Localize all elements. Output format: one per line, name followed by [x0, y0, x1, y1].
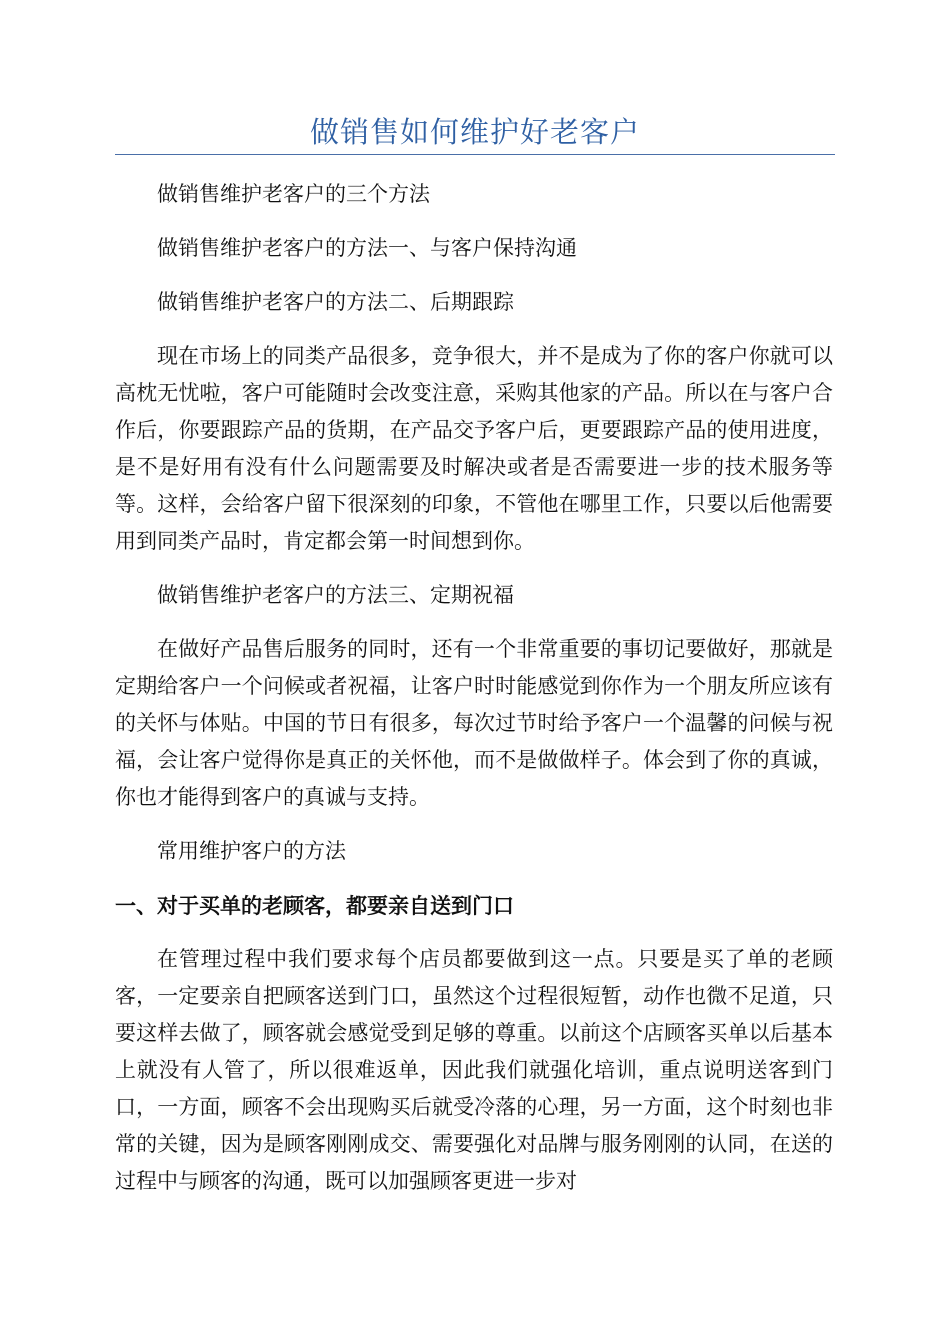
paragraph-common-methods: 常用维护客户的方法 [157, 839, 346, 863]
paragraph-section-heading: 做销售维护老客户的三个方法 [157, 182, 430, 206]
paragraph-method-2: 做销售维护老客户的方法二、后期跟踪 [157, 290, 514, 314]
paragraph-method-2-body: 现在市场上的同类产品很多，竞争很大，并不是成为了你的客户你就可以高枕无忧啦，客户可能随时会改变注意，采购其他家的产品。所以在与客户合作后，你要跟踪产品的货期，在产品交予客户后，更要跟踪产品的使用进度，是不是好用有没有什么问题需要及时解决或者是否需要进一步的技术服务等等。这样，会给客户留下很深刻的印象，不管他在哪里工作，只要以后他需要用到同类产品时，肯定都会第一时间想到你。 [115, 344, 833, 553]
paragraph-method-1: 做销售维护老客户的方法一、与客户保持沟通 [157, 236, 577, 260]
title-underline [115, 154, 835, 155]
paragraph-method-3-body: 在做好产品售后服务的同时，还有一个非常重要的事切记要做好，那就是定期给客户一个问候或者祝福，让客户时时能感觉到你作为一个朋友所应该有的关怀与体贴。中国的节日有很多，每次过节时给予客户一个温馨的问候与祝福，会让客户觉得你是真正的关怀他，而不是做做样子。体会到了你的真诚，你也才能得到客户的真诚与支持。 [115, 637, 833, 809]
document-body [115, 176, 833, 1217]
paragraph-bold-heading-body: 在管理过程中我们要求每个店员都要做到这一点。只要是买了单的老顾客，一定要亲自把顾客送到门口，虽然这个过程很短暂，动作也微不足道，只要这样去做了，顾客就会感觉受到足够的尊重。以前这个店顾客买单以后基本上就没有人管了，所以很难返单，因此我们就强化培训，重点说明送客到门口，一方面，顾客不会出现购买后就受冷落的心理，另一方面，这个时刻也非常的关键，因为是顾客刚刚成交、需要强化对品牌与服务刚刚的认同，在送的过程中与顾客的沟通，既可以加强顾客更进一步对 [115, 947, 833, 1193]
paragraph-bold-heading: 一、对于买单的老顾客，都要亲自送到门口 [115, 893, 514, 918]
paragraph-method-3: 做销售维护老客户的方法三、定期祝福 [157, 583, 514, 607]
document-title: 做销售如何维护好老客户 [309, 115, 640, 149]
